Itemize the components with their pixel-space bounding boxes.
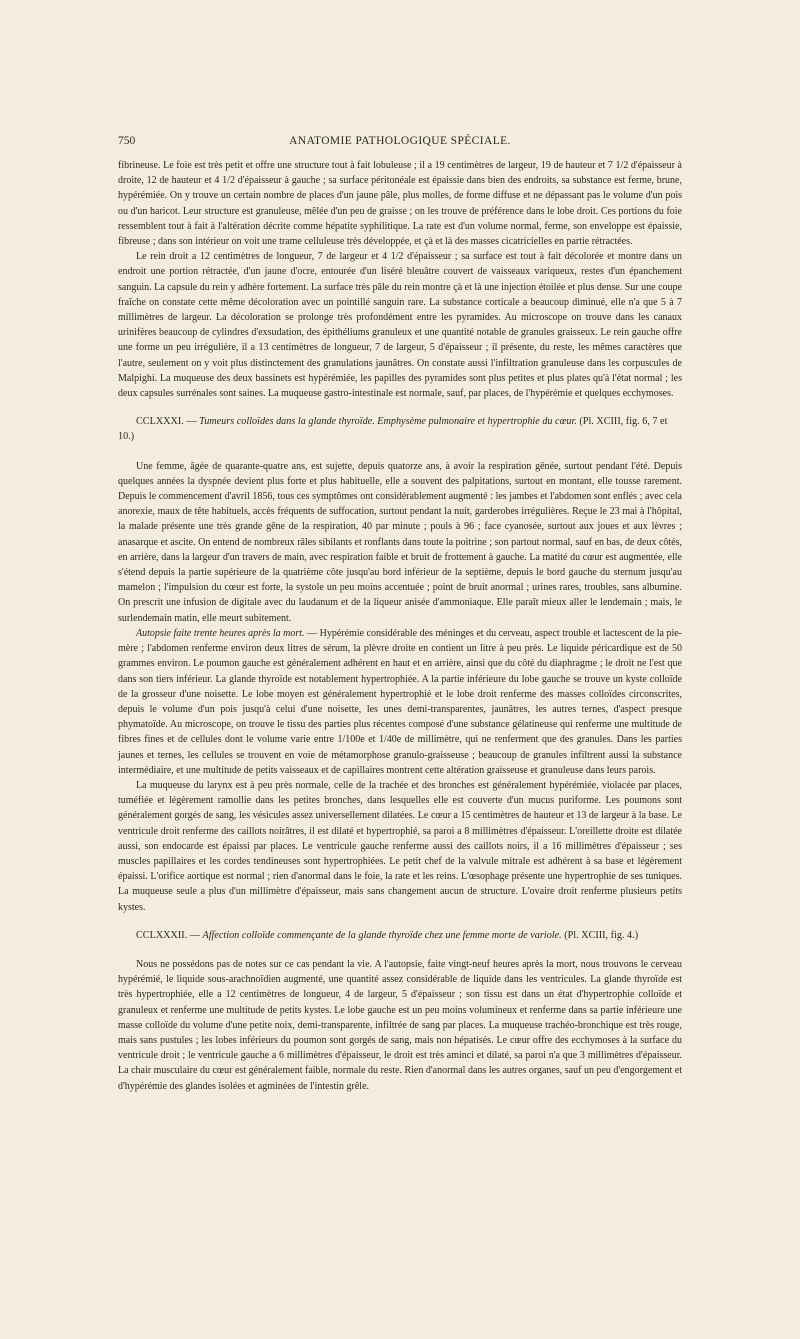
paragraph-liver-spleen: fibrineuse. Le foie est très petit et offre une structure tout à fait lobuleuse ; il a 19 centimètres de largeur, 19 de hauteur et 7 1/2 d'épaisseur à droite, 12 de hauteur et 4 1/2 d'épaisseur à gauche ; sa surface péritonéale est épaissie dans bien des endroits, sa substance est ferme, brune, hypérémiée. On y trouve un certain nombre de places d'un jaune pâle, plus molles, de forme diffuse et ne dépassant pas le volume d'un pois ou d'un haricot. Leur structure est granuleuse, mêlée d'un peu de graisse ; on les trouve de préférence dans le lobe droit. Ces portions du foie ressemblent tout à fait à l'altération décrite comme hépatite syphilitique. La rate est d'un volume normal, ferme, son enveloppe est épaissie, fibreuse ; dans son intérieur on voit une trame celluleuse très développée, et çà et là des masses cicatricielles en partie rétractées.: [118, 160, 682, 248]
plate-reference: (Pl. XCIII, fig. 4.): [564, 929, 639, 941]
paragraph-kidneys: Le rein droit a 12 centimètres de longueur, 7 de largeur et 4 1/2 d'épaisseur ; sa surface est tout à fait décolorée et montre dans un endroit une portion rétractée, d'un jaune d'ocre, entourée d'un liséré bleuâtre couvert de vaisseaux variqueux, restes d'un épanchement sanguin. La capsule du rein y adhère fortement. La surface très pâle du rein montre çà et là une injection étoilée et plus dense. Sur une coupe fraîche on constate cette même décoloration avec un pointillé sanguin rare. La substance corticale a beaucoup diminué, elle n'a que 5 à 7 millimètres de largeur. La décoloration se prolonge très profondément entre les pyramides. Au microscope on trouve dans les canaux urinifères beaucoup de cylindres d'exsudation, des épithéliums granuleux et une quantité notable de granules graisseux. Le rein gauche offre une forme un peu irrégulière, il a 13 centimètres de longueur, 7 de largeur, 5 d'épaisseur ; il présente, du reste, les mêmes caractères que l'autre, seulement on y voit plus distinctement des granulations jaunâtres. On constate aussi l'infiltration granuleuse dans les corpuscules de Malpighi. La muqueuse des deux bassinets est hypérémiée, les papilles des pyramides sont plus petites et plus plates qu'à l'état normal ; les deux capsules surrénales sont saines. La muqueuse gastro-intestinale est normale, sauf, par places, de l'hypérémie et quelques ecchymoses.: [118, 251, 682, 400]
section-title: Affection colloïde commençante de la glande thyroïde chez une femme morte de variole.: [202, 929, 562, 941]
section-number: CCLXXXI. —: [136, 416, 197, 428]
autopsy-text: — Hypérémie considérable des méninges et du cerveau, aspect trouble et lactescent de la pie-mère ; l'abdomen renferme environ deux litres de sérum, la plèvre droite en contient un litre à peu près. Le liquide péricardique est de 50 grammes environ. Le poumon gauche est généralement adhérent en haut et en arrière, ainsi que du côté du diaphragme ; le droit ne l'est que dans son tiers inférieur. La glande thyroïde est notablement hypertrophiée. A la partie inférieure du lobe gauche se trouve un kyste colloïde de la grosseur d'une noisette. Le lobe moyen est généralement hypertrophié et le lobe droit renferme des masses colloïdes circonscrites, depuis le volume d'un pois jusqu'à celui d'une noisette, les unes demi-transparentes, jaunâtres, les autres ternes, d'aspect presque phymatoïde. Au microscope, on trouve le tissu des parties plus récentes composé d'une substance gélatineuse qui renferme une multitude de fibres fines et de cellules dont le volume varie entre 1/100e et 1/40e de millimètre, qui ne renferment que des granules. Dans les parties jaunes et ternes, les cellules se trouvent en voie de métamorphose granulo-graisseuse ; beaucoup de granules infiltrent aussi la substance intermédiaire, et une multitude de petits vaisseaux et de capillaires montrent cette altération graisseuse et granuleuse dans leurs parois.: [118, 627, 683, 776]
paragraph-autopsy: [118, 626, 682, 778]
page-number: 750: [118, 135, 136, 147]
section-title: Tumeurs colloïdes dans la glande thyroïde. Emphysème pulmonaire et hypertrophie du cœur.: [199, 416, 577, 428]
page-body: [118, 158, 682, 1094]
plate-reference: (Pl. XCIII, fig. 6, 7 et 10.): [118, 416, 668, 443]
section-heading-cclxxxii: [118, 928, 682, 943]
paragraph-larynx-heart: La muqueuse du larynx est à peu près normale, celle de la trachée et des bronches est généralement hypérémiée, violacée par places, tuméfiée et légèrement ramollie dans les petites bronches, dans lesquelles elle est couverte d'un mucus puriforme. Les poumons sont généralement gorgés de sang, les vésicules assez universellement dilatées. Le cœur a 15 centimètres de hauteur et 13 de largeur à la base. Le ventricule droit renferme des caillots noirâtres, il est dilaté et hypertrophié, sa paroi a 8 millimètres d'épaisseur. L'oreillette droite est dilatée aussi, son endocarde est épaissi par places. Le ventricule gauche renferme aussi des caillots noirs, il a 16 millimètres d'épaisseur ; ses muscles papillaires et les cordes tendineuses sont hypertrophiées. Le petit chef de la valvule mitrale est adhérent à sa base et légèrement épaissi. L'orifice aortique est normal ; rien d'anormal dans le foie, la rate et les reins. L'œsophage présente une hypertrophie de ses tuniques. La muqueuse seule a plus d'un millimètre d'épaisseur, mais sans changement aucun de structure. L'ovaire droit renferme plusieurs petits kystes.: [118, 779, 682, 913]
running-title: ANATOMIE PATHOLOGIQUE SPÉCIALE.: [289, 135, 511, 147]
autopsy-lead: Autopsie faite trente heures après la mort.: [136, 627, 305, 639]
section-number: CCLXXXII. —: [136, 929, 200, 941]
paragraph-clinical-history: Une femme, âgée de quarante-quatre ans, est sujette, depuis quatorze ans, à avoir la respiration gênée, surtout pendant l'été. Depuis quelques années la dyspnée devient plus forte et plus habituelle, elle a souvent des palpitations, surtout en montant, elle tousse rarement. Depuis le commencement d'avril 1856, tous ces symptômes ont considérablement augmenté : les jambes et l'abdomen sont enflés ; avec cela anorexie, maux de tête habituels, accès fréquents de suffocation, surtout pendant la nuit, garderobes irrégulières. Reçue le 23 mai à l'hôpital, la malade présente une très grande gêne de la respiration, 40 par minute ; pouls à 96 ; face cyanosée, surtout aux joues et aux lèvres ; anasarque et ascite. On entend de nombreux râles sibilants et ronflants dans toute la poitrine ; son partout normal, sauf en bas, de deux côtés, en arrière, dans la largeur d'un travers de main, avec respiration faible et bruit de frottement à gauche. La matité du cœur est augmentée, elle s'étend depuis la partie supérieure de la quatrième côte jusqu'au bord inférieur de la septième, depuis le bord gauche du sternum jusqu'au mamelon ; l'impulsion du cœur est forte, la systole un peu moins accentuée ; point de bruit anormal ; urines rares, troubles, sans albumine. On prescrit une infusion de digitale avec du laudanum et de la liqueur anisée d'ammoniaque. Elle paraît mieux aller le lendemain ; mais, le surlendemain matin, elle meurt subitement.: [118, 460, 682, 624]
section-heading-cclxxxi: [118, 414, 682, 444]
paragraph-variola-case: Nous ne possédons pas de notes sur ce cas pendant la vie. A l'autopsie, faite vingt-neuf heures après la mort, nous trouvons le cerveau hypérémié, le liquide sous-arachnoïdien augmenté, une quantité assez considérable de liquide dans les ventricules. La glande thyroïde est très hypertrophiée, elle a 12 centimètres de longueur, 4 de largeur, 5 d'épaisseur ; son tissu est dans un état d'hypertrophie colloïde et granuleux et renferme une multitude de petits kystes. Le lobe gauche est un peu moins volumineux et renferme dans sa partie inférieure une masse colloïde du volume d'une petite noix, demi-transparente, infiltrée de sang par places. La muqueuse trachéo-bronchique est très rouge, mais sans pustules ; les lobes inférieurs du poumon sont gorgés de sang, mais non hépatisés. Le cœur offre des ecchymoses à la surface du ventricule droit ; le ventricule gauche a 6 millimètres d'épaisseur, le droit est très aminci et dilaté, sa paroi n'a que 3 millimètres d'épaisseur. La chair musculaire du cœur est généralement faible, normale du reste. Rien d'anormal dans les autres organes, sauf un peu d'engorgement et d'hypérémie des glandes isolées et agminées de l'intestin grêle.: [118, 958, 682, 1092]
page-header: [118, 133, 682, 149]
